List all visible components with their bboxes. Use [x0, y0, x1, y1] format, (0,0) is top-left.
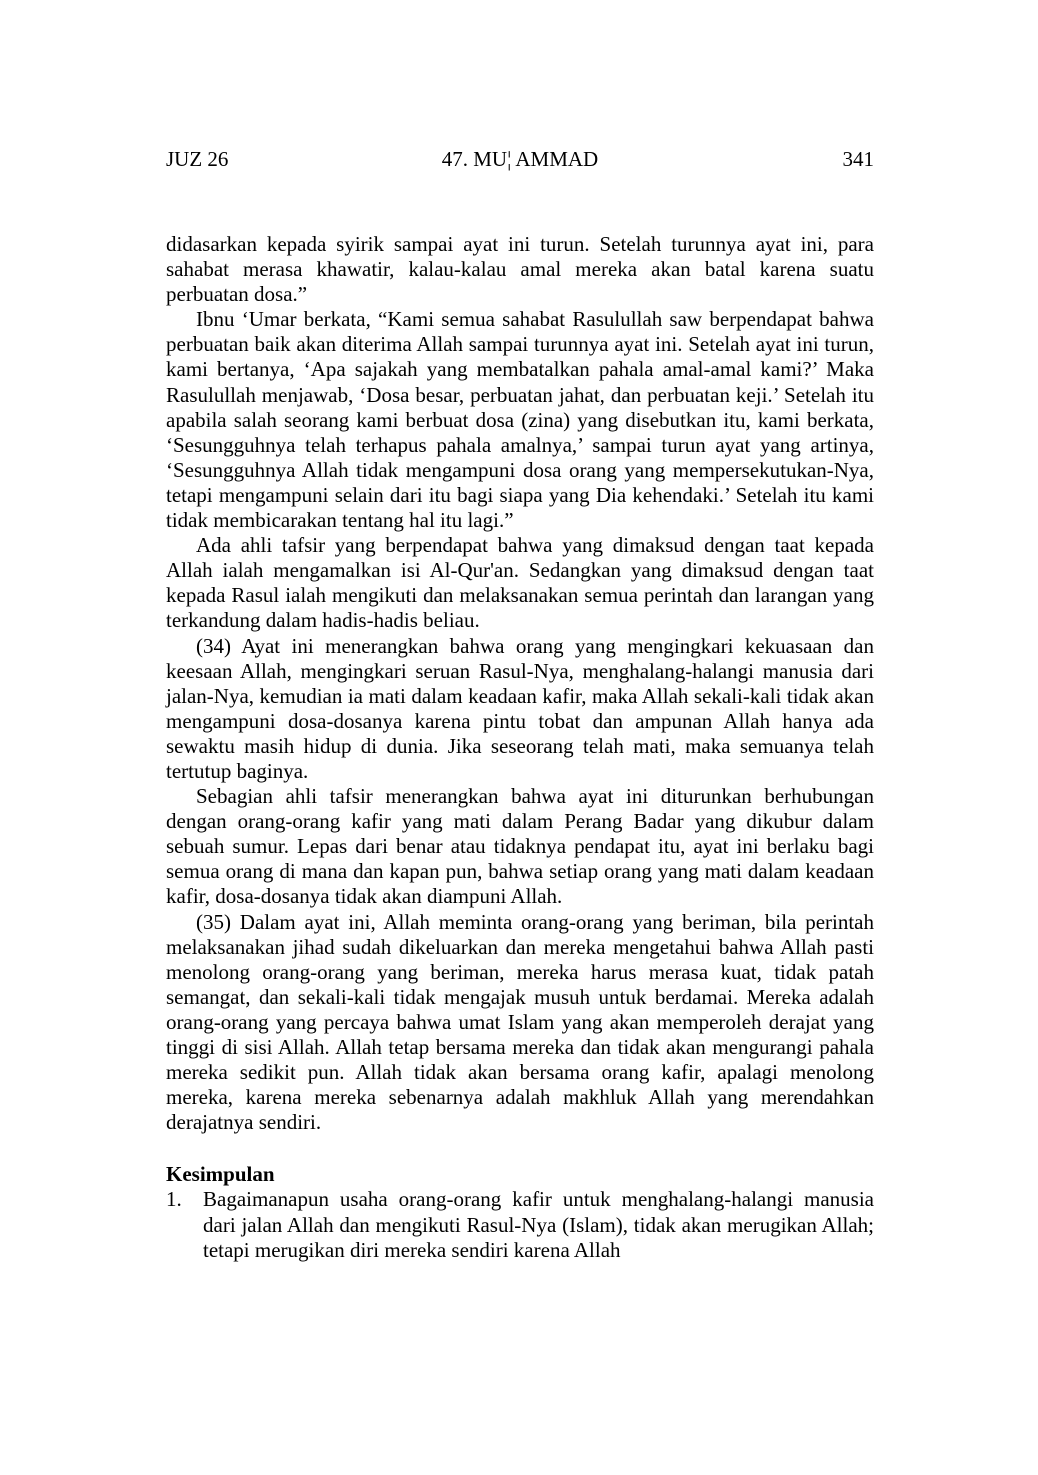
- paragraph: (34) Ayat ini menerangkan bahwa orang yang mengingkari kekuasaan dan keesaan Allah, mengingkari seruan Rasul-Nya, menghalang-halangi manusia dari jalan-Nya, kemudian ia mati dalam keadaan kafir, maka Allah sekali-kali tidak akan mengampuni dosa-dosanya karena pintu tobat dan ampunan Allah hanya ada sewaktu masih hidup di dunia. Jika seseorang telah mati, maka semuanya telah tertutup baginya.: [166, 633, 874, 783]
- paragraph: Ibnu ‘Umar berkata, “Kami semua sahabat Rasulullah saw berpendapat bahwa perbuatan baik akan diterima Allah sampai turunnya ayat ini. Setelah ayat ini turun, kami bertanya, ‘Apa sajakah yang membatalkan pahala amal-amal kami?’ Maka Rasulullah menjawab, ‘Dosa besar, perbuatan jahat, dan perbuatan keji.’ Setelah itu apabila salah seorang kami berbuat dosa (zina) yang disebutkan itu, kami berkata, ‘Sesungguhnya telah terhapus pahala amalnya,’ sampai turun ayat yang artinya, ‘Sesungguhnya Allah tidak mengampuni dosa orang yang mempersekutukan-Nya, tetapi mengampuni selain dari itu bagi siapa yang Dia kehendaki.’ Setelah itu kami tidak membicarakan tentang hal itu lagi.”: [166, 307, 874, 533]
- list-item-text: Bagaimanapun usaha orang-orang kafir untuk menghalang-halangi manusia dari jalan Allah dan mengikuti Rasul-Nya (Islam), tidak akan merugikan Allah; tetapi merugikan diri mereka sendiri karena Allah: [203, 1187, 874, 1262]
- juz-label: JUZ 26: [166, 147, 229, 171]
- surah-title: 47. MU¦ AMMAD: [441, 147, 599, 171]
- page-number: 341: [842, 147, 874, 171]
- paragraph: Sebagian ahli tafsir menerangkan bahwa ayat ini diturunkan berhubungan dengan orang-orang kafir yang mati dalam Perang Badar yang dikubur dalam sebuah sumur. Lepas dari benar atau tidaknya pendapat itu, ayat ini berlaku bagi semua orang di mana dan kapan pun, bahwa setiap orang yang mati dalam keadaan kafir, dosa-dosanya tidak akan diampuni Allah.: [166, 784, 874, 909]
- paragraph: Ada ahli tafsir yang berpendapat bahwa yang dimaksud dengan taat kepada Allah ialah mengamalkan isi Al-Qur'an. Sedangkan yang dimaksud dengan taat kepada Rasul ialah mengikuti dan melaksanakan semua perintah dan larangan yang terkandung dalam hadis-hadis beliau.: [166, 533, 874, 633]
- list-item-number: 1.: [166, 1187, 182, 1212]
- paragraph: didasarkan kepada syirik sampai ayat ini turun. Setelah turunnya ayat ini, para sahabat merasa khawatir, kalau-kalau amal mereka akan batal karena suatu perbuatan dosa.”: [166, 232, 874, 307]
- main-text: [166, 232, 874, 1263]
- running-header: [166, 144, 874, 174]
- paragraph: (35) Dalam ayat ini, Allah meminta orang-orang yang beriman, bila perintah melaksanakan jihad sudah dikeluarkan dan mereka mengetahui bahwa Allah pasti menolong orang-orang yang beriman, mereka harus merasa kuat, tidak patah semangat, dan sekali-kali tidak mengajak musuh untuk berdamai. Mereka adalah orang-orang yang percaya bahwa umat Islam yang akan memperoleh derajat yang tinggi di sisi Allah. Allah tetap bersama mereka dan tidak akan mengurangi pahala mereka sedikit pun. Allah tidak akan bersama orang kafir, apalagi menolong mereka, karena mereka sebenarnya adalah makhluk Allah yang merendahkan derajatnya sendiri.: [166, 909, 874, 1135]
- conclusion-list: [166, 1187, 874, 1262]
- list-item: [166, 1187, 874, 1262]
- section-heading: Kesimpulan: [166, 1162, 275, 1187]
